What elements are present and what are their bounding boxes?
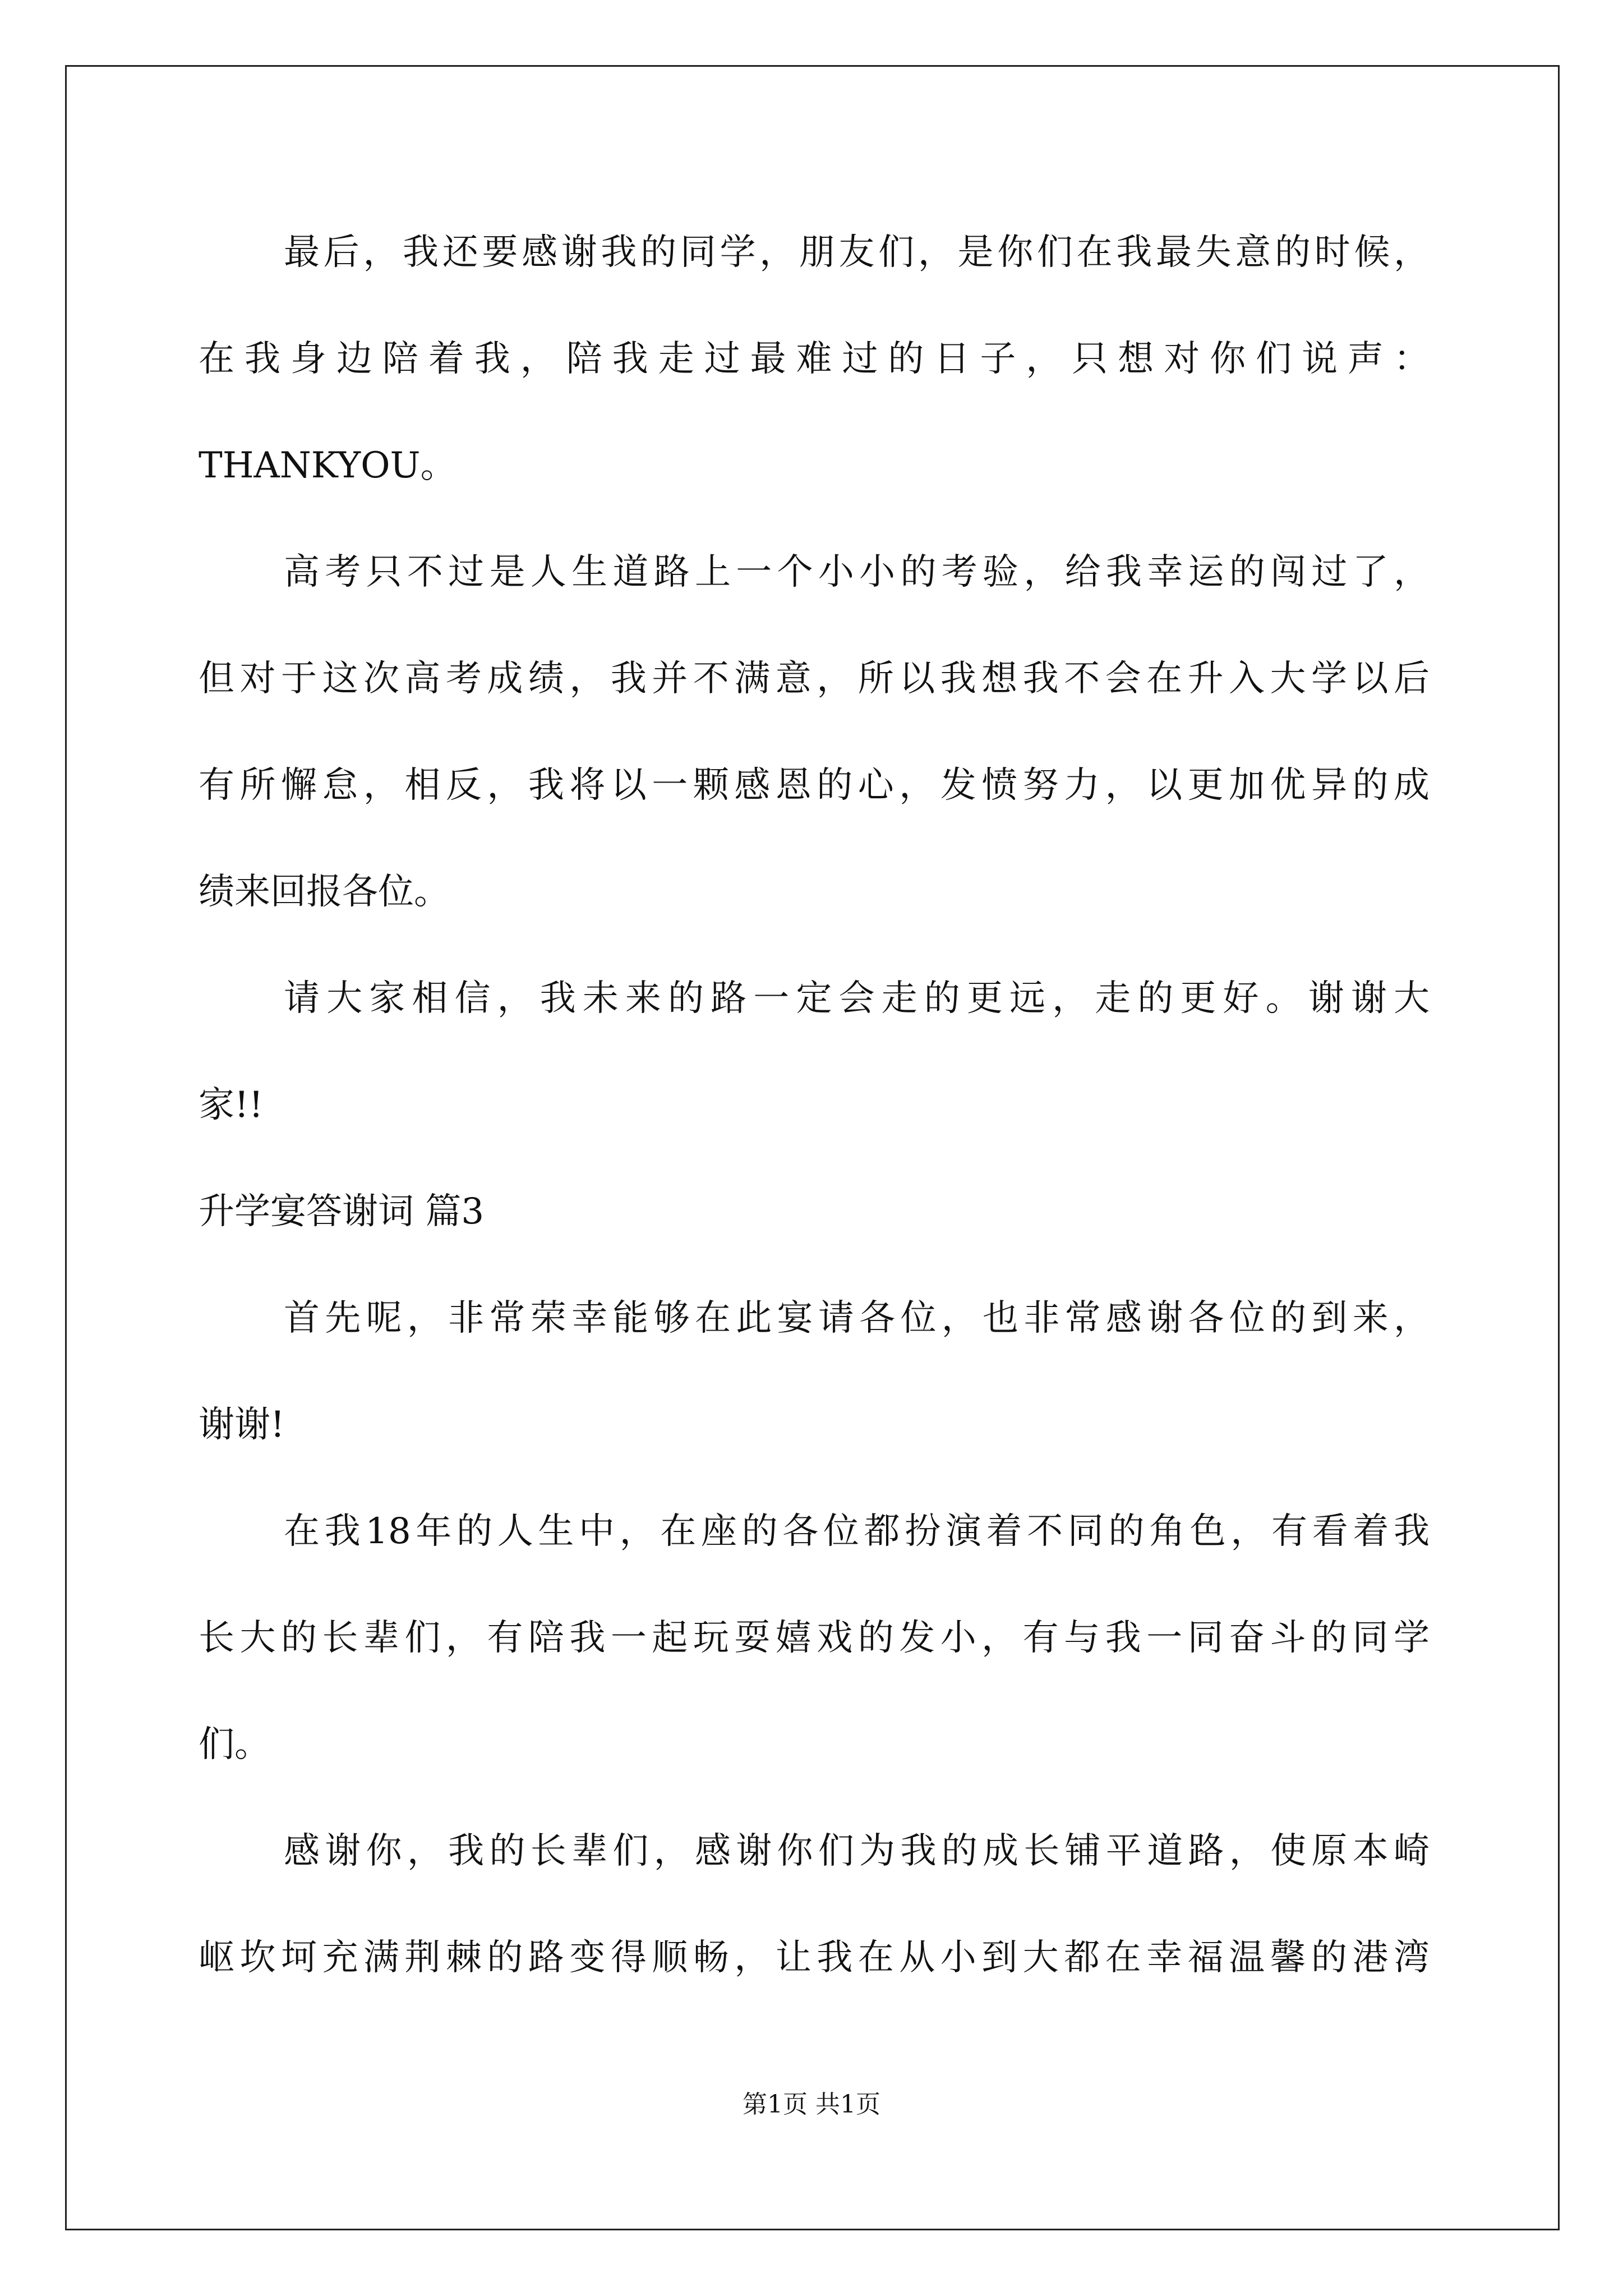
paragraph-line: 们。 (199, 1724, 270, 1765)
paragraph-line: 在我18年的人生中，在座的各位都扮演着不同的角色，有看着我 (284, 1511, 1430, 1552)
paragraph-line: 岖坎坷充满荆棘的路变得顺畅，让我在从小到大都在幸福温馨的港湾 (199, 1937, 1430, 1978)
paragraph-line: 感谢你，我的长辈们，感谢你们为我的成长铺平道路，使原本崎 (284, 1830, 1430, 1872)
paragraph-line: 长大的长辈们，有陪我一起玩耍嬉戏的发小，有与我一同奋斗的同学 (199, 1617, 1430, 1659)
paragraph-line: 绩来回报各位。 (199, 871, 450, 913)
paragraph-line: 在我身边陪着我，陪我走过最难过的日子，只想对你们说声： (199, 338, 1430, 380)
page-footer: 第1页 共1页 (743, 2090, 880, 2119)
paragraph-line: 高考只不过是人生道路上一个小小的考验，给我幸运的闯过了， (284, 551, 1430, 593)
paragraph-line: 有所懈怠，相反，我将以一颗感恩的心，发愤努力，以更加优异的成 (199, 765, 1430, 806)
paragraph-line: 首先呢，非常荣幸能够在此宴请各位，也非常感谢各位的到来， (284, 1297, 1430, 1339)
paragraph-line: 但对于这次高考成绩，我并不满意，所以我想我不会在升入大学以后 (199, 658, 1430, 700)
paragraph-line: 请大家相信，我未来的路一定会走的更远，走的更好。谢谢大 (284, 978, 1430, 1019)
paragraph-line: THANKYOU。 (199, 445, 457, 486)
page-border (65, 65, 1560, 2230)
section-heading: 升学宴答谢词 篇3 (199, 1191, 485, 1232)
paragraph-line: 谢谢! (199, 1404, 285, 1446)
paragraph-line: 家!! (199, 1084, 264, 1126)
paragraph-line: 最后，我还要感谢我的同学，朋友们，是你们在我最失意的时候， (284, 232, 1430, 273)
